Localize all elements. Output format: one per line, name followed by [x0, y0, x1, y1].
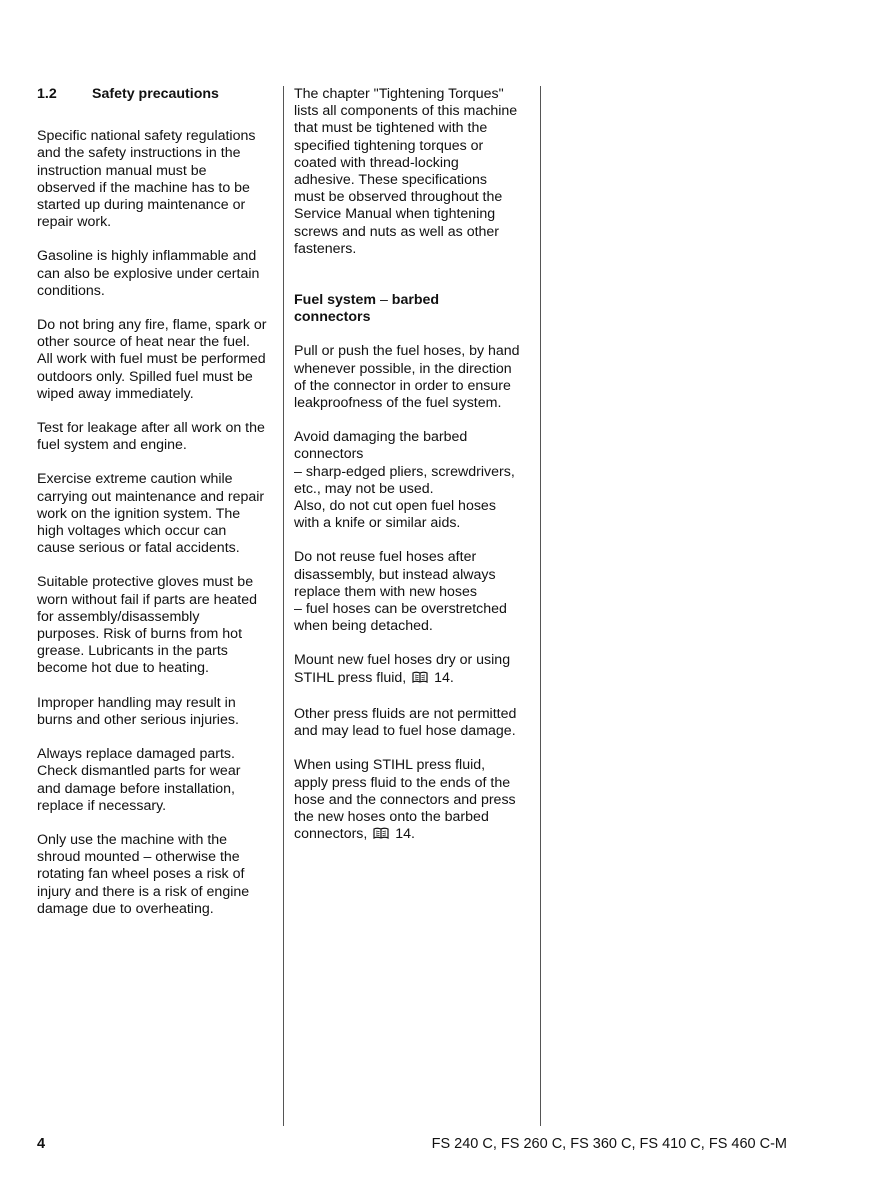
paragraph: Suitable protective gloves must be worn without fail if parts are heated for assembly/disassembly purposes. Risk of burns from hot grease. Lubricants in the parts become hot due to heating. — [37, 574, 258, 677]
footer-models: FS 240 C, FS 260 C, FS 360 C, FS 410 C, FS 460 C-M — [431, 1136, 787, 1152]
column-divider-right — [540, 86, 541, 1126]
paragraph: Improper handling may result in burns and other serious injuries. — [37, 694, 239, 728]
book-icon — [412, 671, 428, 689]
page-number: 4 — [37, 1136, 46, 1152]
fuel-system-heading — [294, 292, 532, 326]
paragraph: Do not reuse fuel hoses after disassembly, but instead always replace them with new hoses – fuel hoses can be overstretched when being detached. — [294, 549, 507, 635]
paragraph: Exercise extreme caution while carrying out maintenance and repair work on the ignition system. The high voltages which occur can cause serious or fatal accidents. — [37, 471, 265, 557]
press-fluid-paragraph — [294, 757, 532, 845]
paragraph: Specific national safety regulations and the safety instructions in the instruction manual must be observed if the machine has to be started up during maintenance or repair work. — [37, 128, 256, 231]
mount-text: Mount new fuel hoses dry or using STIHL press fluid, — [294, 652, 511, 686]
left-column — [37, 86, 273, 935]
press-text: When using STIHL press fluid, apply press fluid to the ends of the hose and the connectors and press the new hoses onto the barbed connectors, — [294, 757, 516, 843]
mount-paragraph — [294, 652, 532, 688]
paragraph: Do not bring any fire, flame, spark or other source of heat near the fuel. All work with fuel must be performed outdoors only. Spilled fuel must be wiped away immediately. — [37, 317, 267, 402]
book-icon — [373, 827, 389, 845]
paragraph: Only use the machine with the shroud mounted – otherwise the rotating fan wheel poses a risk of injury and there is a risk of engine damage due to overheating. — [37, 831, 250, 917]
column-divider-left — [283, 86, 284, 1126]
fuel-system-heading-part2: barbed connectors — [294, 292, 440, 326]
paragraph: Avoid damaging the barbed connectors – sharp-edged pliers, screwdrivers, etc., may not be used. Also, do not cut open fuel hoses with a knife or similar aids. — [294, 429, 515, 532]
paragraph: Always replace damaged parts. Check dismantled parts for wear and damage before installation, replace if necessary. — [37, 746, 241, 814]
paragraph: Gasoline is highly inflammable and can also be explosive under certain conditions. — [37, 248, 260, 299]
page-reference: 14. — [395, 826, 415, 843]
paragraph: Other press fluids are not permitted and may lead to fuel hose damage. — [294, 705, 517, 740]
heading-dash: – — [379, 292, 392, 309]
paragraph: Test for leakage after all work on the fuel system and engine. — [37, 420, 265, 454]
section-number: 1.2 — [37, 86, 57, 102]
tightening-torques-intro: The chapter "Tightening Torques" lists all components of this machine that must be tightened with the specified tightening torques or coated with thread-locking adhesive. These specifications must be observed throughout the Service Manual when tightening screws and nuts as well as other fasteners. — [294, 86, 518, 257]
paragraph: Pull or push the fuel hoses, by hand whenever possible, in the direction of the connector in order to ensure leakproofness of the fuel system. — [294, 343, 520, 412]
section-title: Safety precautions — [92, 86, 219, 102]
section-heading — [37, 86, 273, 103]
fuel-system-heading-part1: Fuel system — [294, 292, 380, 309]
middle-column — [294, 86, 532, 862]
page-reference: 14. — [434, 669, 454, 686]
